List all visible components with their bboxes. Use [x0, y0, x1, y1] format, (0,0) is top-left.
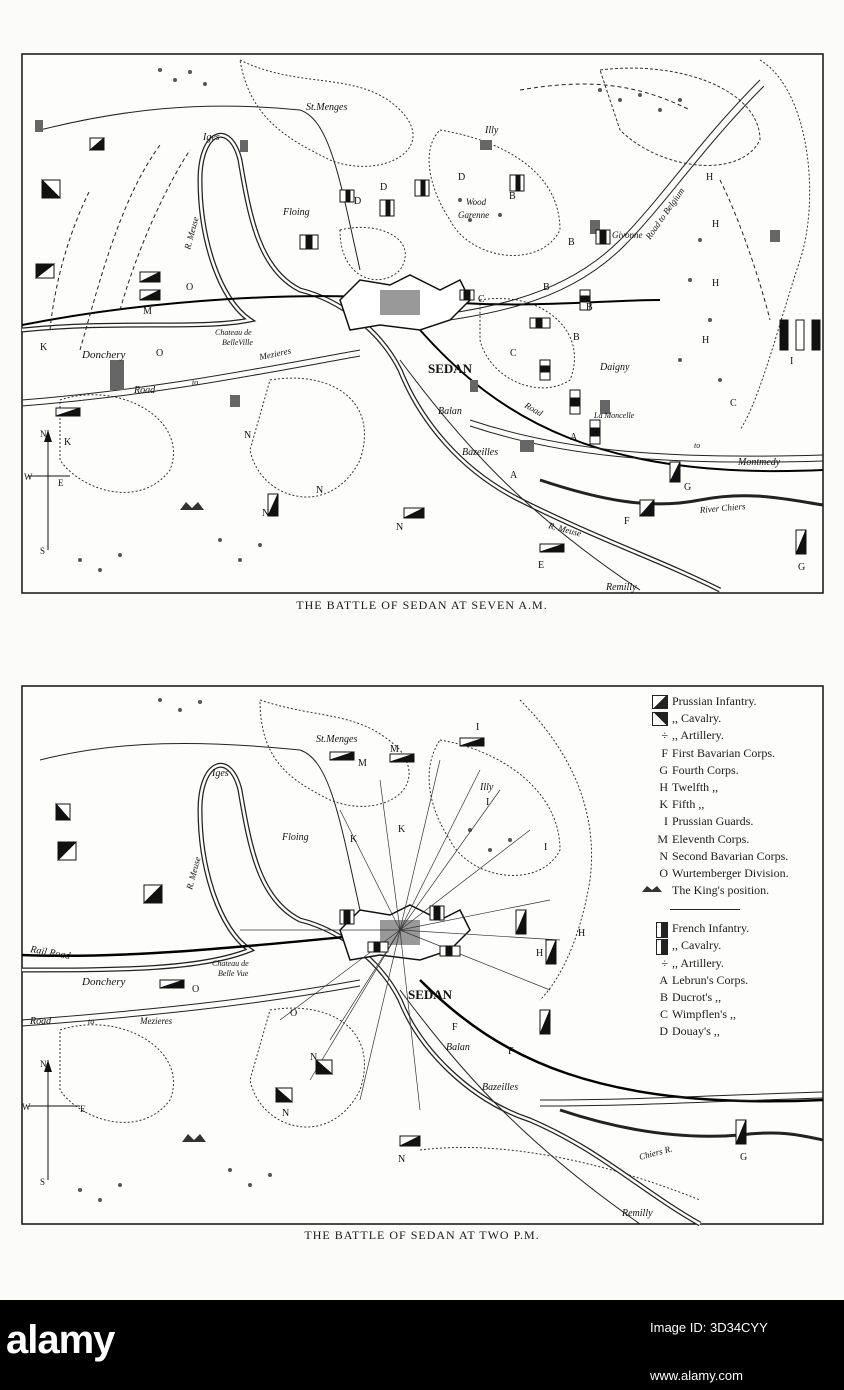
- artillery-icon: ÷: [661, 955, 668, 970]
- unit-letter: I: [476, 722, 480, 733]
- prussian-unit: [540, 544, 564, 552]
- unit-letter: H: [702, 335, 710, 346]
- label-road: Road: [134, 385, 156, 396]
- label-to: to: [192, 378, 199, 387]
- french-cavalry-icon: [656, 939, 668, 955]
- french-infantry-icon: [656, 922, 668, 938]
- unit-letter: M: [143, 306, 152, 317]
- legend-label: Second Bavarian Corps.: [672, 848, 789, 863]
- map-seven-am: [0, 0, 844, 600]
- legend-label: First Bavarian Corps.: [672, 745, 775, 760]
- unit-letter: H: [578, 928, 586, 939]
- prussian-cavalry-icon: [652, 712, 668, 726]
- french-unit: [440, 946, 460, 956]
- legend-row: [612, 1006, 817, 1023]
- label-st-menges: St.Menges: [306, 102, 348, 113]
- unit-letter: O: [186, 282, 194, 293]
- legend-symbol: N: [659, 848, 668, 863]
- unit-letter: C: [478, 294, 485, 305]
- legend-symbol: I: [664, 814, 668, 829]
- compass-s: S: [40, 1177, 46, 1187]
- french-unit: [415, 180, 429, 196]
- french-unit: [590, 420, 600, 444]
- prussian-unit: [90, 138, 104, 150]
- french-unit: [570, 390, 580, 414]
- legend-label: ,, Cavalry.: [672, 711, 722, 726]
- unit-letter: F: [452, 1022, 458, 1033]
- image-id-label: Image ID: 3D34CYY: [650, 1320, 768, 1335]
- label-river-chiers: River Chiers: [699, 501, 746, 515]
- unit-letter: C: [510, 348, 517, 359]
- unit-letter: M: [358, 758, 367, 769]
- label-chateau: Chateau de: [212, 959, 249, 968]
- legend-row: [612, 762, 817, 779]
- french-unit: [596, 230, 610, 244]
- prussian-unit: [390, 754, 414, 762]
- prussian-unit: [404, 508, 424, 518]
- prussian-unit: [276, 1088, 292, 1102]
- label-illy: Illy: [485, 125, 499, 136]
- label-mezieres: Mezieres: [258, 345, 292, 362]
- prussian-unit: [36, 264, 54, 278]
- label-bazeilles: Bazeilles: [482, 1082, 519, 1093]
- legend-label: Ducrot's ,,: [672, 990, 722, 1004]
- unit-letter: D: [354, 196, 362, 207]
- compass-e: E: [58, 478, 64, 488]
- unit-letter: N: [262, 508, 270, 519]
- french-unit: [300, 235, 318, 249]
- prussian-unit: [42, 180, 60, 198]
- legend-symbol: A: [659, 972, 668, 987]
- legend-label: ,, Cavalry.: [672, 938, 722, 953]
- legend-symbol: D: [659, 1024, 668, 1039]
- label-belleville: BelleVille: [222, 338, 253, 347]
- legend-label: Fourth Corps.: [672, 762, 739, 777]
- legend-symbol: H: [659, 779, 668, 794]
- label-to-montmedy: to: [694, 441, 701, 450]
- prussian-unit: [330, 752, 354, 760]
- unit-letter: K: [350, 834, 358, 845]
- label-sedan: SEDAN: [428, 361, 473, 376]
- label-rail-road: Rail Road: [29, 944, 72, 962]
- label-donchery: Donchery: [82, 976, 126, 988]
- label-montmedy: Montmedy: [738, 457, 781, 468]
- legend-row: [612, 989, 817, 1006]
- unit-letter: H: [712, 219, 720, 230]
- label-iges: Iges: [203, 132, 220, 143]
- unit-letter: D: [380, 182, 388, 193]
- legend-row: [612, 710, 817, 727]
- unit-letter: G: [684, 482, 692, 493]
- prussian-unit: [140, 290, 160, 300]
- legend-symbol: K: [659, 797, 668, 812]
- label-illy: Illy: [480, 782, 494, 793]
- unit-letter: B: [543, 282, 550, 293]
- legend-symbol: G: [659, 762, 668, 777]
- legend-row: [612, 1023, 817, 1040]
- label-remilly: Remilly: [622, 1208, 653, 1219]
- legend-label: ,, Artillery.: [672, 955, 724, 970]
- legend-symbol: F: [661, 745, 668, 760]
- watermark-logo: alamy: [6, 1318, 115, 1362]
- legend-label: Lebrun's Corps.: [672, 972, 749, 987]
- legend-row: [612, 865, 817, 882]
- label-sedan: SEDAN: [408, 987, 453, 1002]
- unit-letter: H: [536, 948, 544, 959]
- label-balan: Balan: [438, 406, 462, 417]
- unit-letter: B: [568, 237, 575, 248]
- french-unit: [340, 910, 354, 924]
- legend-row: [612, 972, 817, 989]
- prussian-unit: [268, 494, 278, 516]
- label-givonne: Givonne: [612, 230, 643, 240]
- unit-letter: A: [510, 470, 518, 481]
- label-r-meuse: R. Meuse: [184, 855, 203, 891]
- label-balan: Balan: [446, 1042, 470, 1053]
- unit-letter: N: [396, 522, 404, 533]
- map-legend: [612, 693, 817, 1041]
- unit-letter: B: [573, 332, 580, 343]
- legend-symbol: M: [657, 831, 668, 846]
- label-r-meuse-2: R. Meuse: [547, 520, 583, 539]
- prussian-unit: [400, 1136, 420, 1146]
- unit-letter: M: [390, 744, 399, 755]
- legend-label: Wurtemberger Division.: [672, 865, 789, 880]
- legend-row: [612, 831, 817, 848]
- prussian-unit: [796, 530, 806, 554]
- prussian-unit: [144, 885, 162, 903]
- caption-two-pm: THE BATTLE OF SEDAN AT TWO P.M.: [304, 1228, 540, 1242]
- unit-letter: O: [156, 348, 164, 359]
- prussian-unit: [460, 738, 484, 746]
- unit-letter: I: [486, 797, 490, 808]
- unit-letter: E: [538, 560, 545, 571]
- unit-letter: O: [192, 984, 200, 995]
- label-chateau: Chateau de: [215, 328, 252, 337]
- label-road-belgium: Road to Belgium: [643, 185, 687, 242]
- french-unit: [368, 942, 388, 952]
- legend-label: Prussian Guards.: [672, 814, 754, 829]
- legend-row: [612, 745, 817, 762]
- prussian-infantry-icon: [652, 695, 668, 709]
- label-la-moncelle: La Moncelle: [594, 411, 635, 420]
- unit-letter: N: [398, 1154, 406, 1165]
- unit-letter: K: [64, 437, 72, 448]
- label-bazeilles: Bazeilles: [462, 447, 499, 458]
- unit-letter: O: [290, 1008, 298, 1019]
- legend-symbol: O: [659, 865, 668, 880]
- label-garenne: Garenne: [458, 210, 490, 220]
- unit-letter: N: [316, 485, 324, 496]
- prussian-unit: [640, 500, 654, 516]
- unit-letter: D: [458, 172, 466, 183]
- legend-row: [612, 955, 817, 972]
- legend-label: Prussian Infantry.: [672, 694, 757, 708]
- compass-s: S: [40, 546, 46, 556]
- king-position-icon: [638, 884, 668, 894]
- prussian-unit: [540, 1010, 550, 1034]
- prussian-unit: [780, 320, 820, 350]
- unit-letter: F: [624, 516, 630, 527]
- label-donchery: Donchery: [82, 349, 126, 361]
- prussian-unit: [546, 940, 556, 964]
- prussian-unit: [516, 910, 526, 934]
- legend-label: Wimpflen's ,,: [672, 1007, 737, 1022]
- french-unit: [460, 290, 474, 300]
- label-chiers: Chiers R.: [637, 1143, 674, 1162]
- unit-letter: H: [712, 278, 720, 289]
- label-remilly: Remilly: [606, 582, 637, 593]
- unit-letter: B: [509, 191, 516, 202]
- prussian-unit: [160, 980, 184, 988]
- legend-label: The King's position.: [672, 883, 770, 898]
- legend-row: [612, 920, 817, 937]
- legend-row: [612, 882, 817, 899]
- unit-letter: F: [508, 1046, 514, 1057]
- unit-letter: G: [798, 562, 806, 573]
- legend-row: [612, 937, 817, 954]
- legend-row: [612, 779, 817, 796]
- legend-label: French Infantry.: [672, 921, 750, 936]
- label-road-2: Road: [523, 400, 545, 419]
- french-unit: [340, 190, 354, 202]
- french-unit: [540, 360, 550, 380]
- legend-label: Twelfth ,,: [672, 779, 719, 794]
- unit-letter: N: [310, 1052, 318, 1063]
- prussian-unit: [56, 408, 80, 416]
- unit-letter: N: [244, 430, 252, 441]
- compass-n: N: [40, 429, 47, 439]
- legend-divider: [670, 909, 740, 910]
- label-iges: Iges: [212, 768, 229, 779]
- unit-letter: B: [586, 302, 593, 313]
- prussian-unit: [56, 804, 70, 820]
- label-r-meuse: R. Meuse: [182, 215, 201, 251]
- unit-letter: H: [706, 172, 714, 183]
- label-daigny: Daigny: [600, 362, 630, 373]
- prussian-unit: [316, 1060, 332, 1074]
- label-floing: Floing: [283, 207, 310, 218]
- label-st-menges: St.Menges: [316, 734, 358, 745]
- unit-letter: K: [40, 342, 48, 353]
- legend-row: [612, 693, 817, 710]
- site-url[interactable]: www.alamy.com: [650, 1368, 743, 1383]
- legend-label: Fifth ,,: [672, 797, 705, 812]
- unit-letter: G: [740, 1152, 748, 1163]
- compass-w: W: [22, 1102, 31, 1112]
- unit-letter: K: [398, 824, 406, 835]
- label-floing: Floing: [282, 832, 309, 843]
- legend-label: ,, Artillery.: [672, 728, 724, 743]
- prussian-unit: [736, 1120, 746, 1144]
- prussian-unit: [58, 842, 76, 860]
- legend-row: [612, 848, 817, 865]
- unit-letter: I: [790, 356, 794, 367]
- french-unit: [510, 175, 524, 191]
- compass-w: W: [24, 472, 33, 482]
- legend-row: [612, 796, 817, 813]
- prussian-unit: [670, 462, 680, 482]
- label-wood: Wood: [466, 197, 487, 207]
- unit-letter: C: [730, 398, 737, 409]
- legend-row: [612, 727, 817, 744]
- unit-letter: I: [544, 842, 548, 853]
- legend-symbol: C: [659, 1007, 668, 1022]
- caption-seven-am: THE BATTLE OF SEDAN AT SEVEN A.M.: [296, 598, 548, 612]
- compass-n: N: [40, 1059, 47, 1069]
- french-unit: [380, 200, 394, 216]
- label-to: to: [88, 1017, 95, 1026]
- unit-letter: N: [282, 1108, 290, 1119]
- legend-row: [612, 813, 817, 830]
- french-unit: [430, 906, 444, 920]
- legend-label: Douay's ,,: [672, 1024, 720, 1039]
- compass-e: E: [80, 1104, 86, 1114]
- label-bellevue: Belle Vue: [218, 969, 249, 978]
- french-unit: [530, 318, 550, 328]
- prussian-unit: [140, 272, 160, 282]
- legend-symbol: B: [659, 990, 668, 1004]
- artillery-icon: ÷: [661, 728, 668, 743]
- label-mezieres: Mezieres: [140, 1016, 173, 1026]
- legend-label: Eleventh Corps.: [672, 831, 750, 846]
- label-road: Road: [30, 1016, 52, 1027]
- unit-letter: A: [570, 432, 578, 443]
